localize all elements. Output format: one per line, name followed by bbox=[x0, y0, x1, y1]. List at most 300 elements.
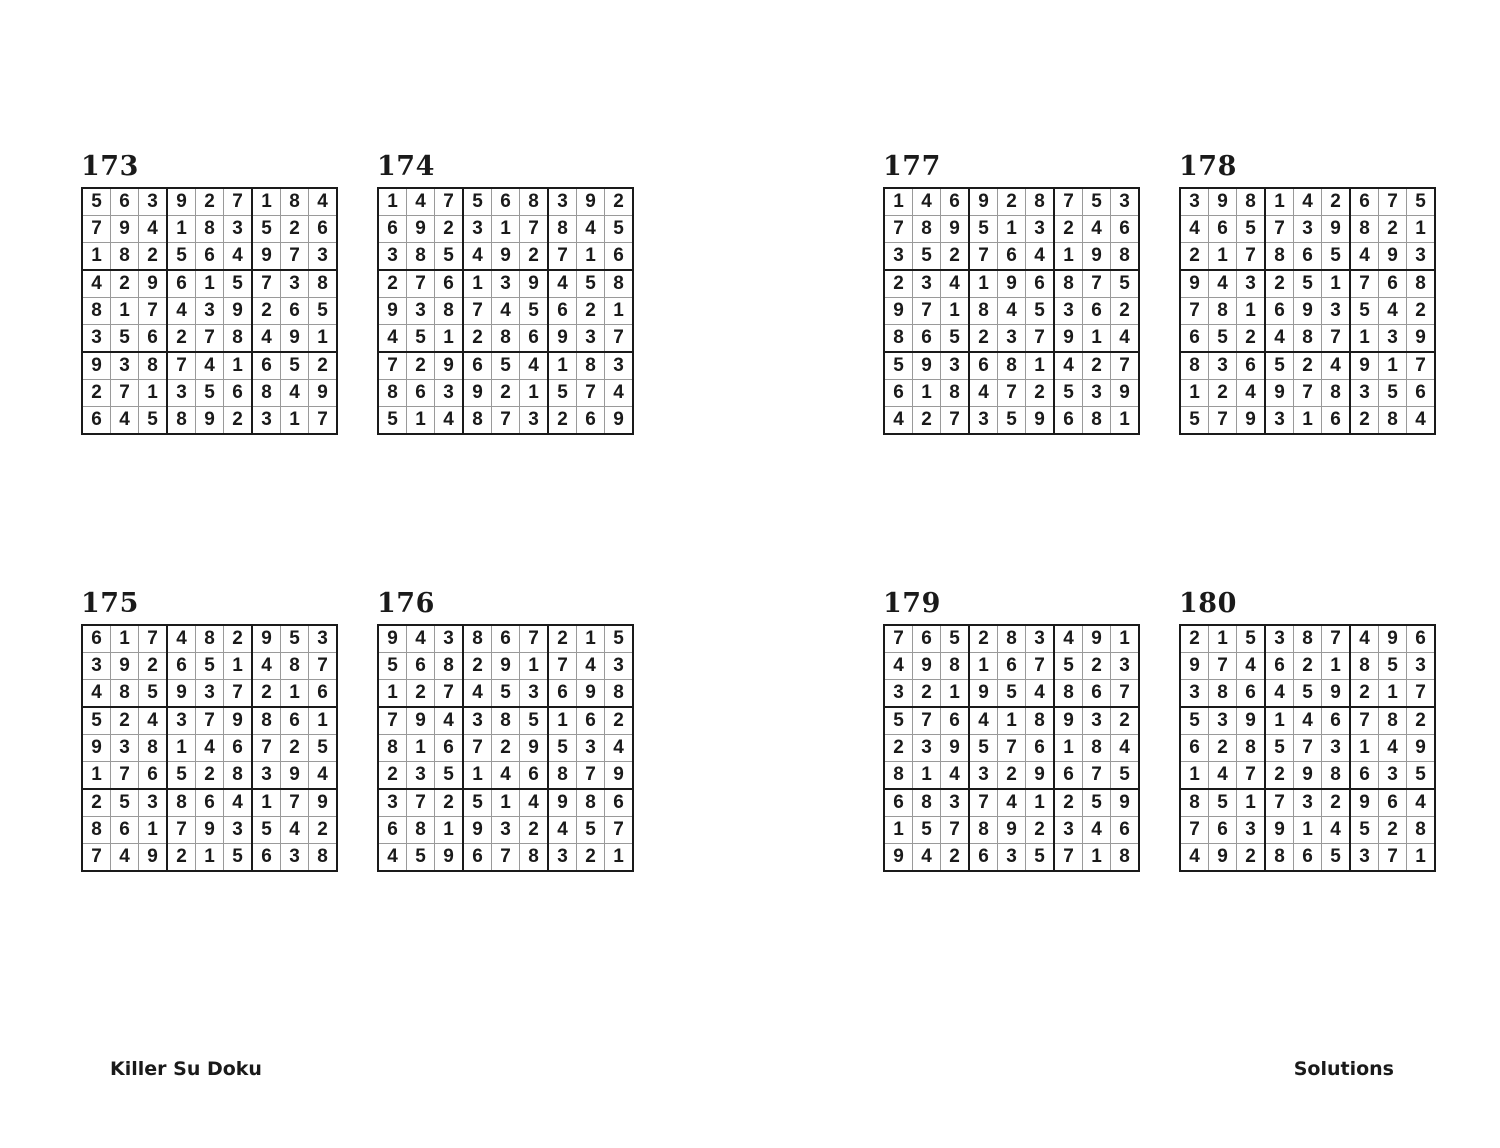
grid-cell: 8 bbox=[577, 352, 605, 380]
grid-cell: 9 bbox=[884, 298, 913, 325]
grid-cell: 9 bbox=[196, 407, 224, 435]
grid-cell: 4 bbox=[605, 380, 634, 407]
grid-cell: 1 bbox=[1111, 625, 1140, 653]
grid-cell: 9 bbox=[1322, 216, 1351, 243]
grid-cell: 4 bbox=[139, 216, 168, 243]
grid-row bbox=[378, 325, 633, 353]
grid-cell: 4 bbox=[224, 789, 253, 817]
grid-cell: 2 bbox=[1054, 789, 1083, 817]
grid-cell: 7 bbox=[281, 789, 309, 817]
grid-row bbox=[378, 707, 633, 735]
grid-cell: 5 bbox=[520, 298, 549, 325]
grid-cell: 8 bbox=[548, 762, 577, 790]
grid-cell: 3 bbox=[605, 352, 634, 380]
grid-cell: 4 bbox=[252, 653, 281, 680]
grid-cell: 6 bbox=[435, 270, 464, 298]
grid-cell: 2 bbox=[167, 325, 196, 353]
grid-cell: 5 bbox=[1322, 243, 1351, 271]
grid-cell: 7 bbox=[167, 817, 196, 844]
grid-cell: 9 bbox=[1322, 680, 1351, 708]
grid-cell: 1 bbox=[111, 298, 139, 325]
grid-cell: 5 bbox=[1054, 380, 1083, 407]
grid-cell: 3 bbox=[435, 625, 464, 653]
grid-cell: 7 bbox=[520, 625, 549, 653]
grid-row bbox=[1180, 407, 1435, 435]
grid-cell: 5 bbox=[577, 270, 605, 298]
grid-cell: 2 bbox=[998, 762, 1026, 790]
grid-cell: 6 bbox=[167, 270, 196, 298]
grid-cell: 8 bbox=[1322, 762, 1351, 790]
grid-cell: 5 bbox=[1294, 680, 1322, 708]
grid-cell: 9 bbox=[1180, 653, 1209, 680]
grid-cell: 7 bbox=[1322, 625, 1351, 653]
grid-cell: 6 bbox=[82, 625, 111, 653]
grid-cell: 8 bbox=[941, 380, 970, 407]
grid-cell: 5 bbox=[941, 625, 970, 653]
grid-cell: 9 bbox=[309, 789, 338, 817]
grid-cell: 4 bbox=[1111, 735, 1140, 762]
grid-cell: 4 bbox=[548, 817, 577, 844]
grid-row bbox=[378, 735, 633, 762]
grid-cell: 9 bbox=[577, 680, 605, 708]
grid-cell: 5 bbox=[281, 352, 309, 380]
grid-cell: 7 bbox=[1237, 762, 1266, 790]
grid-row bbox=[1180, 762, 1435, 790]
grid-cell: 5 bbox=[407, 325, 435, 353]
grid-cell: 4 bbox=[1350, 625, 1379, 653]
grid-cell: 4 bbox=[1180, 844, 1209, 872]
grid-row bbox=[884, 216, 1139, 243]
grid-cell: 8 bbox=[407, 817, 435, 844]
grid-cell: 2 bbox=[1350, 680, 1379, 708]
grid-cell: 1 bbox=[463, 270, 492, 298]
grid-cell: 7 bbox=[1209, 653, 1237, 680]
grid-cell: 6 bbox=[196, 243, 224, 271]
grid-row bbox=[82, 789, 337, 817]
grid-cell: 1 bbox=[139, 817, 168, 844]
grid-cell: 9 bbox=[82, 735, 111, 762]
grid-row bbox=[884, 407, 1139, 435]
grid-cell: 8 bbox=[1265, 243, 1294, 271]
grid-cell: 1 bbox=[1209, 625, 1237, 653]
grid-cell: 9 bbox=[281, 762, 309, 790]
grid-cell: 3 bbox=[252, 762, 281, 790]
grid-cell: 2 bbox=[605, 188, 634, 216]
grid-cell: 9 bbox=[577, 188, 605, 216]
grid-cell: 3 bbox=[913, 735, 941, 762]
grid-cell: 1 bbox=[1379, 680, 1407, 708]
grid-cell: 7 bbox=[1209, 407, 1237, 435]
grid-cell: 5 bbox=[463, 188, 492, 216]
grid-cell: 6 bbox=[139, 325, 168, 353]
grid-cell: 6 bbox=[492, 625, 520, 653]
grid-cell: 7 bbox=[1350, 270, 1379, 298]
grid-cell: 5 bbox=[884, 707, 913, 735]
grid-cell: 9 bbox=[548, 325, 577, 353]
grid-row bbox=[82, 407, 337, 435]
grid-cell: 5 bbox=[1379, 653, 1407, 680]
grid-cell: 4 bbox=[407, 625, 435, 653]
grid-row bbox=[884, 653, 1139, 680]
grid-cell: 8 bbox=[196, 216, 224, 243]
grid-cell: 3 bbox=[605, 653, 634, 680]
grid-cell: 9 bbox=[463, 817, 492, 844]
grid-cell: 9 bbox=[167, 680, 196, 708]
grid-cell: 7 bbox=[1265, 216, 1294, 243]
grid-cell: 1 bbox=[224, 653, 253, 680]
grid-cell: 6 bbox=[281, 298, 309, 325]
grid-cell: 1 bbox=[407, 407, 435, 435]
grid-cell: 1 bbox=[1209, 243, 1237, 271]
grid-cell: 8 bbox=[252, 707, 281, 735]
grid-cell: 6 bbox=[196, 789, 224, 817]
grid-cell: 8 bbox=[1379, 407, 1407, 435]
grid-cell: 2 bbox=[1180, 243, 1209, 271]
grid-row bbox=[378, 407, 633, 435]
grid-cell: 4 bbox=[196, 735, 224, 762]
grid-cell: 8 bbox=[407, 243, 435, 271]
grid-cell: 7 bbox=[884, 625, 913, 653]
grid-cell: 6 bbox=[1237, 352, 1266, 380]
grid-cell: 8 bbox=[139, 352, 168, 380]
grid-cell: 6 bbox=[492, 188, 520, 216]
grid-cell: 4 bbox=[1180, 216, 1209, 243]
grid-cell: 7 bbox=[548, 243, 577, 271]
sudoku-grid bbox=[1179, 187, 1436, 435]
grid-row bbox=[82, 844, 337, 872]
grid-cell: 4 bbox=[1111, 325, 1140, 353]
grid-cell: 3 bbox=[378, 243, 407, 271]
grid-cell: 5 bbox=[309, 735, 338, 762]
grid-cell: 9 bbox=[1350, 352, 1379, 380]
grid-cell: 2 bbox=[1083, 352, 1111, 380]
grid-cell: 2 bbox=[1265, 270, 1294, 298]
grid-cell: 1 bbox=[1322, 653, 1351, 680]
grid-cell: 9 bbox=[998, 817, 1026, 844]
grid-cell: 4 bbox=[492, 298, 520, 325]
grid-cell: 9 bbox=[492, 243, 520, 271]
grid-cell: 2 bbox=[884, 735, 913, 762]
grid-cell: 9 bbox=[281, 325, 309, 353]
grid-cell: 2 bbox=[196, 188, 224, 216]
grid-row bbox=[82, 325, 337, 353]
grid-cell: 9 bbox=[548, 789, 577, 817]
grid-cell: 7 bbox=[605, 325, 634, 353]
grid-cell: 7 bbox=[492, 844, 520, 872]
grid-row bbox=[378, 352, 633, 380]
grid-row bbox=[884, 243, 1139, 271]
grid-cell: 1 bbox=[492, 216, 520, 243]
grid-cell: 9 bbox=[139, 270, 168, 298]
grid-cell: 4 bbox=[969, 707, 998, 735]
grid-cell: 1 bbox=[577, 625, 605, 653]
grid-cell: 9 bbox=[435, 844, 464, 872]
grid-cell: 7 bbox=[969, 243, 998, 271]
grid-cell: 6 bbox=[1111, 817, 1140, 844]
grid-row bbox=[1180, 735, 1435, 762]
grid-cell: 9 bbox=[435, 352, 464, 380]
grid-cell: 4 bbox=[1026, 243, 1055, 271]
grid-row bbox=[1180, 270, 1435, 298]
grid-cell: 8 bbox=[1294, 625, 1322, 653]
grid-cell: 1 bbox=[139, 380, 168, 407]
grid-cell: 5 bbox=[1322, 844, 1351, 872]
grid-cell: 4 bbox=[1322, 817, 1351, 844]
sudoku-grid bbox=[81, 187, 338, 435]
puzzle-number: 177 bbox=[883, 151, 941, 182]
grid-cell: 1 bbox=[1237, 298, 1266, 325]
grid-cell: 7 bbox=[1322, 325, 1351, 353]
grid-cell: 4 bbox=[378, 844, 407, 872]
grid-cell: 9 bbox=[605, 407, 634, 435]
grid-row bbox=[884, 735, 1139, 762]
grid-cell: 5 bbox=[224, 270, 253, 298]
grid-cell: 4 bbox=[1265, 325, 1294, 353]
grid-cell: 8 bbox=[1111, 844, 1140, 872]
grid-cell: 1 bbox=[378, 680, 407, 708]
puzzle-175 bbox=[81, 590, 327, 872]
grid-cell: 7 bbox=[969, 789, 998, 817]
grid-cell: 4 bbox=[1083, 216, 1111, 243]
grid-cell: 5 bbox=[1111, 762, 1140, 790]
grid-cell: 3 bbox=[252, 407, 281, 435]
grid-cell: 9 bbox=[196, 817, 224, 844]
grid-row bbox=[1180, 653, 1435, 680]
grid-cell: 2 bbox=[1350, 407, 1379, 435]
grid-cell: 5 bbox=[1083, 789, 1111, 817]
grid-cell: 6 bbox=[998, 653, 1026, 680]
grid-cell: 7 bbox=[378, 707, 407, 735]
grid-cell: 1 bbox=[884, 817, 913, 844]
grid-cell: 8 bbox=[1237, 735, 1266, 762]
grid-cell: 1 bbox=[111, 625, 139, 653]
grid-cell: 7 bbox=[941, 407, 970, 435]
grid-cell: 2 bbox=[1026, 380, 1055, 407]
grid-row bbox=[1180, 817, 1435, 844]
grid-cell: 6 bbox=[378, 817, 407, 844]
grid-cell: 5 bbox=[913, 243, 941, 271]
grid-cell: 9 bbox=[378, 298, 407, 325]
grid-cell: 6 bbox=[82, 407, 111, 435]
grid-cell: 8 bbox=[884, 325, 913, 353]
grid-cell: 7 bbox=[252, 735, 281, 762]
grid-row bbox=[1180, 243, 1435, 271]
grid-cell: 9 bbox=[1265, 817, 1294, 844]
grid-row bbox=[82, 653, 337, 680]
grid-cell: 5 bbox=[435, 762, 464, 790]
grid-cell: 4 bbox=[520, 789, 549, 817]
grid-cell: 2 bbox=[520, 817, 549, 844]
grid-cell: 8 bbox=[1180, 789, 1209, 817]
grid-cell: 8 bbox=[1265, 844, 1294, 872]
grid-cell: 2 bbox=[1294, 653, 1322, 680]
grid-cell: 4 bbox=[281, 817, 309, 844]
grid-cell: 4 bbox=[1209, 270, 1237, 298]
grid-cell: 3 bbox=[998, 325, 1026, 353]
grid-cell: 2 bbox=[548, 407, 577, 435]
grid-row bbox=[378, 762, 633, 790]
grid-cell: 3 bbox=[1350, 844, 1379, 872]
grid-cell: 4 bbox=[577, 216, 605, 243]
grid-cell: 9 bbox=[1209, 844, 1237, 872]
grid-cell: 8 bbox=[492, 707, 520, 735]
grid-row bbox=[82, 270, 337, 298]
grid-cell: 3 bbox=[224, 216, 253, 243]
grid-cell: 6 bbox=[407, 380, 435, 407]
grid-cell: 8 bbox=[378, 380, 407, 407]
grid-cell: 1 bbox=[252, 188, 281, 216]
grid-cell: 9 bbox=[252, 625, 281, 653]
grid-cell: 4 bbox=[1294, 188, 1322, 216]
grid-cell: 1 bbox=[520, 380, 549, 407]
grid-cell: 4 bbox=[463, 243, 492, 271]
puzzle-180 bbox=[1179, 590, 1425, 872]
grid-cell: 8 bbox=[463, 625, 492, 653]
grid-cell: 3 bbox=[196, 680, 224, 708]
grid-cell: 5 bbox=[1407, 762, 1436, 790]
grid-cell: 2 bbox=[913, 680, 941, 708]
grid-cell: 4 bbox=[435, 707, 464, 735]
grid-cell: 1 bbox=[281, 407, 309, 435]
grid-cell: 5 bbox=[969, 735, 998, 762]
grid-cell: 1 bbox=[1054, 735, 1083, 762]
grid-cell: 5 bbox=[111, 325, 139, 353]
grid-cell: 9 bbox=[913, 653, 941, 680]
grid-cell: 8 bbox=[1111, 243, 1140, 271]
grid-cell: 8 bbox=[281, 653, 309, 680]
grid-cell: 3 bbox=[548, 188, 577, 216]
grid-cell: 4 bbox=[1237, 380, 1266, 407]
sudoku-grid bbox=[883, 624, 1140, 872]
grid-cell: 5 bbox=[167, 762, 196, 790]
grid-cell: 5 bbox=[1379, 380, 1407, 407]
grid-row bbox=[1180, 625, 1435, 653]
grid-cell: 3 bbox=[1180, 680, 1209, 708]
grid-cell: 1 bbox=[1237, 789, 1266, 817]
grid-cell: 9 bbox=[1379, 625, 1407, 653]
grid-cell: 3 bbox=[1209, 707, 1237, 735]
grid-row bbox=[1180, 216, 1435, 243]
grid-cell: 4 bbox=[969, 380, 998, 407]
puzzle-179 bbox=[883, 590, 1129, 872]
grid-cell: 2 bbox=[435, 216, 464, 243]
grid-cell: 1 bbox=[1054, 243, 1083, 271]
grid-row bbox=[884, 762, 1139, 790]
grid-cell: 4 bbox=[884, 653, 913, 680]
grid-cell: 2 bbox=[1209, 735, 1237, 762]
sudoku-grid bbox=[377, 187, 634, 435]
grid-cell: 3 bbox=[1083, 707, 1111, 735]
grid-cell: 6 bbox=[435, 735, 464, 762]
grid-cell: 7 bbox=[1294, 380, 1322, 407]
grid-cell: 7 bbox=[1111, 352, 1140, 380]
grid-cell: 4 bbox=[1407, 789, 1436, 817]
grid-cell: 3 bbox=[82, 325, 111, 353]
grid-cell: 4 bbox=[224, 243, 253, 271]
grid-cell: 5 bbox=[281, 625, 309, 653]
grid-cell: 9 bbox=[1237, 407, 1266, 435]
grid-cell: 1 bbox=[941, 680, 970, 708]
grid-cell: 2 bbox=[1379, 817, 1407, 844]
grid-cell: 9 bbox=[309, 380, 338, 407]
grid-cell: 5 bbox=[82, 707, 111, 735]
grid-cell: 2 bbox=[1265, 762, 1294, 790]
grid-cell: 7 bbox=[139, 625, 168, 653]
grid-cell: 2 bbox=[548, 625, 577, 653]
grid-cell: 7 bbox=[435, 680, 464, 708]
grid-cell: 8 bbox=[111, 680, 139, 708]
grid-cell: 9 bbox=[1265, 380, 1294, 407]
grid-cell: 4 bbox=[1379, 298, 1407, 325]
grid-cell: 2 bbox=[941, 844, 970, 872]
grid-cell: 2 bbox=[407, 680, 435, 708]
grid-cell: 3 bbox=[492, 817, 520, 844]
grid-cell: 7 bbox=[520, 216, 549, 243]
grid-cell: 6 bbox=[548, 680, 577, 708]
grid-cell: 6 bbox=[1083, 680, 1111, 708]
grid-cell: 4 bbox=[111, 844, 139, 872]
grid-cell: 4 bbox=[82, 270, 111, 298]
grid-cell: 6 bbox=[463, 352, 492, 380]
grid-cell: 9 bbox=[1294, 762, 1322, 790]
grid-cell: 6 bbox=[1407, 380, 1436, 407]
grid-cell: 7 bbox=[1407, 680, 1436, 708]
grid-cell: 4 bbox=[435, 407, 464, 435]
grid-cell: 6 bbox=[520, 762, 549, 790]
grid-cell: 7 bbox=[224, 680, 253, 708]
grid-cell: 4 bbox=[913, 188, 941, 216]
grid-cell: 7 bbox=[1350, 707, 1379, 735]
grid-cell: 6 bbox=[1294, 844, 1322, 872]
grid-cell: 6 bbox=[252, 844, 281, 872]
grid-cell: 5 bbox=[309, 298, 338, 325]
grid-cell: 3 bbox=[998, 844, 1026, 872]
grid-cell: 8 bbox=[139, 735, 168, 762]
grid-cell: 7 bbox=[82, 844, 111, 872]
grid-row bbox=[884, 817, 1139, 844]
grid-cell: 8 bbox=[1407, 817, 1436, 844]
grid-cell: 1 bbox=[998, 707, 1026, 735]
grid-cell: 3 bbox=[520, 407, 549, 435]
grid-row bbox=[378, 844, 633, 872]
grid-cell: 5 bbox=[1054, 653, 1083, 680]
grid-cell: 8 bbox=[167, 407, 196, 435]
grid-cell: 3 bbox=[463, 707, 492, 735]
grid-row bbox=[1180, 188, 1435, 216]
grid-cell: 7 bbox=[252, 270, 281, 298]
grid-cell: 3 bbox=[1322, 735, 1351, 762]
grid-row bbox=[884, 352, 1139, 380]
grid-cell: 4 bbox=[309, 188, 338, 216]
grid-cell: 4 bbox=[605, 735, 634, 762]
grid-cell: 2 bbox=[1026, 817, 1055, 844]
grid-cell: 9 bbox=[224, 298, 253, 325]
grid-cell: 3 bbox=[492, 270, 520, 298]
grid-cell: 2 bbox=[913, 407, 941, 435]
grid-cell: 5 bbox=[435, 243, 464, 271]
grid-cell: 8 bbox=[435, 298, 464, 325]
grid-cell: 1 bbox=[463, 762, 492, 790]
grid-cell: 9 bbox=[139, 844, 168, 872]
grid-cell: 2 bbox=[1083, 653, 1111, 680]
grid-cell: 5 bbox=[1265, 352, 1294, 380]
grid-cell: 5 bbox=[1180, 407, 1209, 435]
grid-cell: 7 bbox=[492, 407, 520, 435]
grid-cell: 3 bbox=[1265, 625, 1294, 653]
grid-cell: 8 bbox=[998, 352, 1026, 380]
grid-cell: 4 bbox=[167, 298, 196, 325]
grid-cell: 1 bbox=[435, 325, 464, 353]
